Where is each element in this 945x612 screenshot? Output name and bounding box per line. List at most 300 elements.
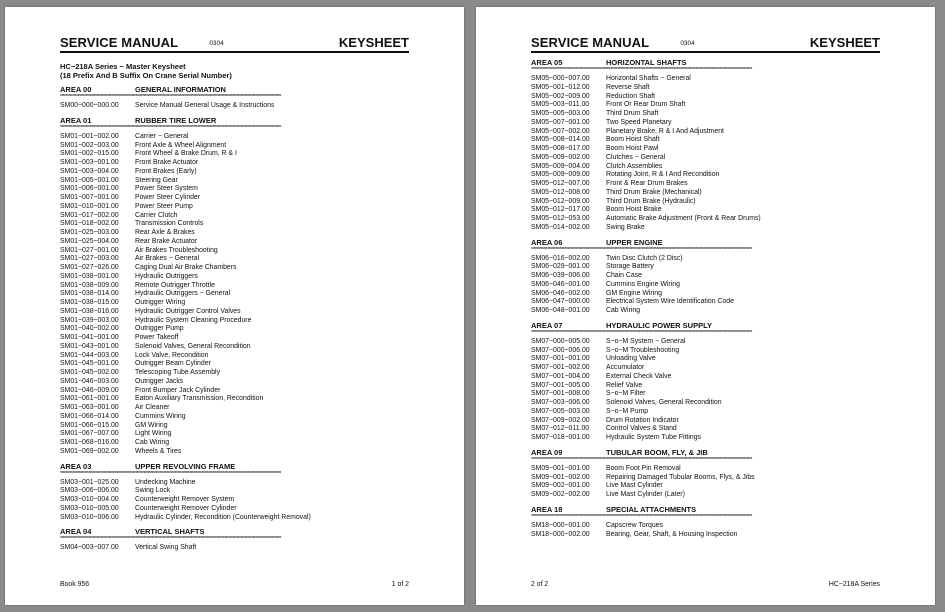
section-code: SM01−006−001.00: [60, 185, 119, 193]
area-name: TUBULAR BOOM, FLY, & JIB: [606, 447, 708, 457]
section-code: SM09−001−001.00: [531, 464, 590, 472]
section-code: SM09−002−001.00: [531, 482, 590, 490]
keysheet-row: [60, 299, 409, 308]
section-description: Relief Valve: [606, 381, 643, 389]
section-code: SM01−003−004.00: [60, 167, 119, 175]
area-name: SPECIAL ATTACHMENTS: [606, 504, 697, 514]
keysheet-row: [531, 206, 880, 215]
section-description: Eaton Auxiliary Transmission, Recondition: [135, 395, 264, 403]
section-description: Repairing Damaged Tubular Booms, Flys, & Jibs: [606, 473, 755, 481]
area-heading: [531, 58, 880, 67]
section-code: SM01−038−016.00: [60, 307, 119, 315]
keysheet-row: [531, 373, 880, 382]
section-code: SM07−001−005.00: [531, 381, 590, 389]
keysheet-row: [60, 496, 409, 505]
keysheet-row: [60, 142, 409, 151]
section-code: SM01−018−002.00: [60, 220, 119, 228]
area-section: [60, 527, 409, 553]
area-number: AREA 00: [60, 85, 92, 94]
section-code: SM05−007−002.00: [531, 127, 590, 135]
section-code: SM01−041−001.00: [60, 334, 119, 341]
keysheet-row: [531, 382, 880, 391]
keysheet-row: [60, 378, 409, 387]
area-number: AREA 05: [531, 58, 563, 67]
keysheet-row: [531, 272, 880, 281]
section-code: SM05−012−017.00: [531, 206, 590, 214]
section-code: SM01−069−002.00: [60, 447, 119, 455]
section-description: Carrier − General: [135, 132, 189, 140]
section-description: Automatic Brake Adjustment (Front & Rear Drums): [606, 215, 761, 222]
keysheet-row: [531, 154, 880, 163]
section-code: SM07−001−004.00: [531, 372, 590, 380]
section-description: Outrigger Pump: [135, 325, 184, 333]
page-number: 2 of 2: [531, 581, 549, 588]
section-description: Clutches − General: [606, 153, 666, 161]
section-description: S−o−M Pump: [606, 407, 649, 415]
section-code: SM00−000−000.00: [60, 102, 119, 109]
section-description: Air Brakes Troubleshooting: [135, 246, 218, 254]
section-code: SM01−025−003.00: [60, 229, 119, 236]
section-code: SM03−010−005.00: [60, 504, 119, 512]
section-code: SM01−017−002.00: [60, 211, 119, 219]
section-description: Rear Axle & Brakes: [135, 229, 195, 236]
keysheet-row: [60, 159, 409, 168]
section-description: Boom Hoist Brake: [606, 206, 662, 214]
section-description: Front & Rear Drum Brakes: [606, 180, 688, 187]
section-description: Front Or Rear Drum Shaft: [606, 101, 686, 109]
area-number: AREA 06: [531, 237, 563, 247]
section-description: Telescoping Tube Assembly: [135, 369, 221, 376]
keysheet-row: [531, 189, 880, 198]
section-code: SM01−063−001.00: [60, 404, 119, 411]
section-description: Power Steer Cylinder: [135, 194, 201, 201]
section-code: SM05−007−001.00: [531, 118, 590, 126]
keysheet-row: [531, 163, 880, 172]
keysheet-row: [531, 224, 880, 233]
keysheet-row: [531, 128, 880, 137]
keysheet-label: KEYSHEET: [809, 35, 880, 50]
keysheet-row: [60, 203, 409, 212]
keysheet-row: [60, 264, 409, 273]
section-code: SM18−000−001.00: [531, 521, 590, 529]
document-title: HC−218A Series − Master Keysheet: [60, 62, 186, 71]
area-name: HYDRAULIC POWER SUPPLY: [606, 320, 712, 330]
asterisk-divider: ********************************************************************************************************************************************************************: [531, 513, 752, 520]
section-description: Reduction Shaft: [606, 92, 656, 100]
section-description: Front Bumper Jack Cylinder: [135, 386, 221, 394]
keysheet-row: [60, 317, 409, 326]
keysheet-row: [60, 422, 409, 431]
section-code: SM01−046−009.00: [60, 386, 119, 394]
section-description: Reverse Shaft: [606, 83, 650, 91]
keysheet-row: [60, 212, 409, 221]
keysheet-row: [60, 387, 409, 396]
section-description: External Check Valve: [606, 372, 672, 380]
keysheet-row: [531, 347, 880, 356]
area-section: [531, 58, 880, 233]
section-description: Bearing, Gear, Shaft, & Housing Inspection: [606, 530, 738, 538]
section-description: Front Brake Actuator: [135, 159, 199, 166]
area-number: AREA 09: [531, 447, 563, 457]
right-area-list: [531, 58, 880, 539]
section-code: SM01−038−014.00: [60, 290, 119, 298]
area-name: GENERAL INFORMATION: [135, 85, 226, 94]
section-description: Electrical System Wire Identification Code: [606, 298, 734, 306]
section-code: SM05−002−009.00: [531, 92, 590, 100]
section-description: GM Engine Wiring: [606, 289, 662, 297]
section-description: Live Mast Cylinder: [606, 482, 663, 490]
section-code: SM05−008−017.00: [531, 145, 590, 152]
section-code: SM01−007−001.00: [60, 194, 119, 201]
section-code: SM01−040−002.00: [60, 325, 119, 333]
section-description: Steering Gear: [135, 176, 178, 184]
section-description: Horizontal Shafts − General: [606, 75, 691, 82]
section-code: SM09−001−002.00: [531, 473, 590, 481]
keysheet-row: [60, 514, 409, 523]
section-description: Counterweight Remover System: [135, 496, 235, 503]
keysheet-row: [60, 479, 409, 488]
section-code: SM05−003−011.00: [531, 101, 590, 109]
area-heading: [531, 448, 880, 457]
section-code: SM07−000−006.00: [531, 346, 590, 354]
page-1: [5, 7, 464, 605]
section-description: Boom Foot Pin Removal: [606, 464, 681, 472]
section-description: Air Cleaner: [135, 404, 170, 411]
keysheet-row: [531, 399, 880, 408]
keysheet-row: [60, 194, 409, 203]
page-1-footer: [60, 581, 409, 588]
section-code: SM06−039−006.00: [531, 272, 590, 279]
section-description: Outrigger Wiring: [135, 299, 186, 306]
keysheet-row: [60, 102, 409, 111]
section-code: SM05−009−009.00: [531, 171, 590, 179]
section-code: SM18−000−002.00: [531, 530, 590, 538]
page-1-content: [60, 33, 409, 553]
section-code: SM01−043−001.00: [60, 342, 119, 350]
keysheet-row: [60, 360, 409, 369]
manual-title: SERVICE MANUAL: [531, 35, 650, 50]
section-code: SM01−066−014.00: [60, 412, 119, 420]
section-code: SM07−012−011.00: [531, 425, 590, 433]
section-code: SM01−001−002.00: [60, 132, 119, 140]
section-code: SM05−005−003.00: [531, 110, 590, 117]
keysheet-row: [531, 255, 880, 264]
section-description: Hydraulic System Cleaning Procedure: [135, 316, 252, 324]
section-code: SM01−066−015.00: [60, 421, 119, 429]
left-area-list: [60, 85, 409, 553]
section-code: SM07−001−001.00: [531, 355, 590, 363]
keysheet-row: [60, 255, 409, 264]
section-code: SM01−061−001.00: [60, 395, 119, 403]
section-code: SM06−046−001.00: [531, 280, 590, 288]
asterisk-divider: ********************************************************************************************************************************************************************: [60, 470, 281, 477]
keysheet-row: [531, 531, 880, 540]
keysheet-row: [531, 355, 880, 364]
book-number: Book 956: [60, 581, 90, 588]
document-subtitle: (18 Prefix And B Suffix On Crane Serial Number): [60, 71, 232, 80]
keysheet-row: [60, 308, 409, 317]
keysheet-row: [531, 434, 880, 443]
area-name: UPPER REVOLVING FRAME: [135, 461, 236, 471]
manual-code: 0304: [680, 40, 695, 47]
section-code: SM01−027−003.00: [60, 255, 119, 263]
section-description: Vertical Swing Shaft: [135, 544, 197, 552]
section-description: Chain Case: [606, 272, 643, 279]
section-description: Outrigger Jacks: [135, 377, 184, 385]
section-description: Counterweight Remover Cylinder: [135, 504, 237, 512]
keysheet-row: [531, 263, 880, 272]
section-description: Transmission Controls: [135, 220, 204, 228]
area-number: AREA 18: [531, 504, 563, 514]
section-code: SM01−038−009.00: [60, 281, 119, 289]
keysheet-row: [531, 171, 880, 180]
section-description: Hydraulic Outriggers − General: [135, 290, 231, 298]
section-description: Swing Lock: [135, 487, 171, 495]
keysheet-row: [60, 413, 409, 422]
keysheet-row: [60, 352, 409, 361]
section-description: Hydraulic Cylinder, Recondition (Counterweight Removal): [135, 513, 311, 521]
area-heading: [531, 238, 880, 247]
area-section: [531, 448, 880, 500]
section-description: Remote Outrigger Throttle: [135, 281, 215, 289]
section-description: Storage Battery: [606, 263, 654, 271]
keysheet-row: [531, 75, 880, 84]
keysheet-row: [531, 180, 880, 189]
area-name: UPPER ENGINE: [606, 237, 663, 247]
section-description: Cab Wiring: [606, 307, 641, 314]
section-code: SM07−001−002.00: [531, 364, 590, 371]
section-description: Hydraulic Outrigger Control Valves: [135, 307, 241, 315]
page-1-header: [60, 33, 409, 53]
section-code: SM05−012−007.00: [531, 180, 590, 187]
area-heading: [60, 116, 409, 125]
section-description: Solenoid Valves, General Recondition: [606, 399, 722, 406]
keysheet-row: [531, 417, 880, 426]
section-code: SM05−008−014.00: [531, 136, 590, 144]
keysheet-row: [531, 307, 880, 316]
keysheet-row: [531, 491, 880, 500]
keysheet-row: [531, 408, 880, 417]
manual-code: 0304: [209, 40, 224, 47]
section-code: SM05−009−002.00: [531, 153, 590, 161]
keysheet-row: [531, 198, 880, 207]
area-heading: [60, 85, 409, 94]
keysheet-row: [60, 290, 409, 299]
section-code: SM04−003−007.00: [60, 544, 119, 552]
section-code: SM07−018−001.00: [531, 434, 590, 441]
keysheet-row: [60, 395, 409, 404]
section-code: SM09−002−002.00: [531, 491, 590, 498]
section-code: SM03−006−006.00: [60, 487, 119, 495]
asterisk-divider: ********************************************************************************************************************************************************************: [60, 536, 281, 543]
keysheet-row: [60, 185, 409, 194]
asterisk-divider: ********************************************************************************************************************************************************************: [531, 246, 752, 253]
keysheet-row: [531, 298, 880, 307]
section-code: SM05−000−007.00: [531, 75, 590, 82]
keysheet-row: [60, 369, 409, 378]
keysheet-row: [60, 238, 409, 247]
asterisk-divider: ********************************************************************************************************************************************************************: [531, 456, 752, 463]
section-code: SM07−003−006.00: [531, 399, 590, 406]
section-description: S−o−M Filter: [606, 390, 646, 398]
area-number: AREA 03: [60, 461, 92, 471]
keysheet-row: [531, 364, 880, 373]
section-description: Front Brakes (Early): [135, 167, 197, 175]
section-code: SM01−003−001.00: [60, 159, 119, 166]
section-description: Drum Rotation Indicator: [606, 416, 679, 424]
keysheet-row: [531, 93, 880, 102]
area-section: [531, 321, 880, 443]
section-description: Solenoid Valves, General Recondition: [135, 342, 251, 350]
section-code: SM01−005−001.00: [60, 176, 119, 184]
section-code: SM06−046−002.00: [531, 289, 590, 297]
section-description: Front Axle & Wheel Alignment: [135, 141, 227, 149]
section-description: Twin Disc Clutch (2 Disc): [606, 254, 683, 262]
section-code: SM03−010−004.00: [60, 496, 119, 503]
keysheet-row: [60, 439, 409, 448]
section-description: Boom Hoist Shaft: [606, 136, 660, 144]
keysheet-row: [60, 220, 409, 229]
keysheet-row: [60, 150, 409, 159]
area-number: AREA 07: [531, 320, 563, 330]
keysheet-row: [60, 282, 409, 291]
section-description: Unloading Valve: [606, 355, 656, 363]
section-description: Lock Valve, Recondition: [135, 351, 209, 359]
keysheet-row: [531, 338, 880, 347]
keysheet-row: [531, 281, 880, 290]
section-description: Hydraulic System Tube Fittings: [606, 434, 701, 441]
keysheet-row: [60, 273, 409, 282]
keysheet-row: [60, 505, 409, 514]
section-description: Power Takeoff: [135, 334, 179, 341]
keysheet-row: [531, 84, 880, 93]
page-number: 1 of 2: [391, 581, 409, 588]
section-code: SM01−045−002.00: [60, 369, 119, 376]
section-description: Accumulator: [606, 364, 645, 371]
section-description: Clutch Assemblies: [606, 162, 663, 170]
section-description: Carrier Clutch: [135, 211, 178, 219]
area-section: [60, 462, 409, 523]
section-code: SM05−014−002.00: [531, 223, 590, 231]
keysheet-row: [60, 448, 409, 457]
section-code: SM07−000−005.00: [531, 337, 590, 345]
keysheet-row: [60, 247, 409, 256]
area-name: VERTICAL SHAFTS: [135, 527, 205, 537]
section-code: SM05−012−053.00: [531, 215, 590, 222]
section-code: SM05−001−012.00: [531, 83, 590, 91]
section-code: SM05−009−004.00: [531, 162, 590, 170]
section-code: SM03−001−025.00: [60, 478, 119, 486]
keysheet-row: [531, 290, 880, 299]
section-description: Cummins Wiring: [135, 412, 186, 420]
keysheet-row: [531, 390, 880, 399]
section-code: SM01−010−001.00: [60, 202, 119, 210]
page-2-header: [531, 33, 880, 53]
section-code: SM01−038−001.00: [60, 272, 119, 280]
keysheet-row: [531, 474, 880, 483]
page-2: [476, 7, 935, 605]
asterisk-divider: ********************************************************************************************************************************************************************: [60, 124, 281, 131]
section-description: Caging Dual Air Brake Chambers: [135, 264, 237, 271]
keysheet-row: [60, 487, 409, 496]
manual-title: SERVICE MANUAL: [60, 35, 179, 50]
section-code: SM01−038−015.00: [60, 299, 119, 306]
section-description: GM Wiring: [135, 421, 168, 429]
section-description: Live Mast Cylinder (Later): [606, 491, 685, 498]
section-description: Power Steer Pump: [135, 202, 193, 210]
section-description: Planetary Brake, R & I And Adjustment: [606, 127, 724, 135]
area-heading: [60, 462, 409, 471]
section-description: Capscrew Torques: [606, 521, 663, 529]
keysheet-row: [60, 544, 409, 553]
keysheet-row: [531, 110, 880, 119]
section-description: Air Brakes − General: [135, 255, 200, 263]
series-name: HC−218A Series: [828, 581, 880, 588]
section-code: SM01−027−026.00: [60, 264, 119, 271]
section-code: SM05−012−009.00: [531, 197, 590, 205]
keysheet-row: [531, 482, 880, 491]
section-description: Rear Brake Actuator: [135, 237, 198, 245]
area-name: HORIZONTAL SHAFTS: [606, 58, 687, 67]
section-code: SM03−010−006.00: [60, 513, 119, 521]
section-code: SM01−045−001.00: [60, 360, 119, 368]
asterisk-divider: ********************************************************************************************************************************************************************: [531, 329, 752, 336]
keysheet-row: [531, 522, 880, 531]
section-code: SM06−047−000.00: [531, 298, 590, 306]
section-description: Light Wiring: [135, 430, 172, 438]
section-code: SM07−009−002.00: [531, 416, 590, 424]
section-code: SM05−012−008.00: [531, 188, 590, 196]
section-description: S−o−M Troubleshooting: [606, 346, 680, 354]
section-code: SM01−068−016.00: [60, 439, 119, 446]
section-description: Hydraulic Outriggers: [135, 272, 198, 280]
section-description: Control Valves & Stand: [606, 425, 677, 433]
keysheet-row: [531, 101, 880, 110]
area-heading: [531, 321, 880, 330]
keysheet-row: [60, 133, 409, 142]
section-description: Cummins Engine Wiring: [606, 280, 680, 288]
section-code: SM01−039−003.00: [60, 316, 119, 324]
area-section: [60, 85, 409, 111]
asterisk-divider: ********************************************************************************************************************************************************************: [60, 94, 281, 100]
keysheet-row: [531, 425, 880, 434]
area-heading: [60, 527, 409, 536]
area-heading: [531, 505, 880, 514]
keysheet-label: KEYSHEET: [338, 35, 409, 50]
section-code: SM01−044−003.00: [60, 351, 119, 359]
section-description: Swing Brake: [606, 223, 645, 231]
asterisk-divider: ********************************************************************************************************************************************************************: [531, 67, 752, 73]
section-description: S−o−M System − General: [606, 337, 686, 345]
keysheet-row: [531, 145, 880, 154]
section-description: Service Manual General Usage & Instructions: [135, 102, 275, 109]
section-code: SM01−067−007.00: [60, 430, 119, 438]
section-code: SM06−029−001.00: [531, 263, 590, 271]
keysheet-row: [60, 325, 409, 334]
section-code: SM06−048−001.00: [531, 307, 590, 314]
section-description: Boom Hoist Pawl: [606, 145, 659, 152]
section-code: SM01−002−015.00: [60, 150, 119, 158]
keysheet-row: [60, 430, 409, 439]
section-description: Third Drum Brake (Mechanical): [606, 188, 702, 196]
section-description: Third Drum Brake (Hydraulic): [606, 197, 696, 205]
keysheet-row: [60, 343, 409, 352]
keysheet-row: [60, 177, 409, 186]
section-code: SM01−025−004.00: [60, 237, 119, 245]
section-description: Wheels & Tires: [135, 447, 182, 455]
section-description: Outrigger Beam Cylinder: [135, 360, 211, 368]
section-code: SM01−027−001.00: [60, 246, 119, 254]
